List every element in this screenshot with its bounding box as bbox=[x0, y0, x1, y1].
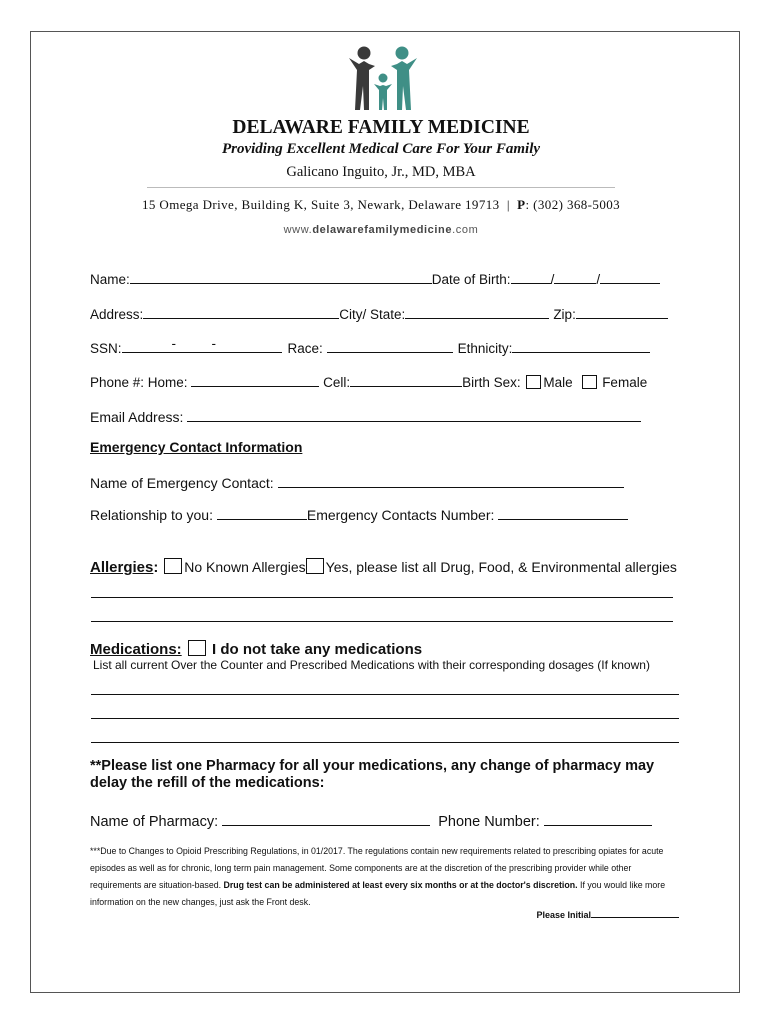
medications-heading: Medications: bbox=[90, 641, 182, 658]
email-label: Email Address: bbox=[90, 409, 184, 425]
cell-field[interactable] bbox=[350, 373, 462, 387]
web-prefix: www. bbox=[283, 224, 313, 236]
pharmacy-phone-label: Phone Number: bbox=[438, 814, 540, 830]
initial-field[interactable] bbox=[591, 908, 679, 918]
pharmacy-notice: **Please list one Pharmacy for all your medications, any change of pharmacy may delay the refill of the medications: bbox=[90, 758, 655, 791]
clinic-tagline: Providing Excellent Medical Care For Your Family bbox=[221, 141, 541, 157]
no-medications-label: I do not take any medications bbox=[212, 641, 423, 658]
address-text: 15 Omega Drive, Building K, Suite 3, Newark, Delaware 19713 bbox=[141, 197, 500, 212]
emergency-number-label: Emergency Contacts Number: bbox=[306, 507, 495, 523]
family-logo-icon bbox=[347, 44, 419, 114]
footnote-bold: Drug test can be administered at least every six months or at the doctor's discretion. bbox=[223, 880, 578, 890]
male-label: Male bbox=[543, 375, 573, 390]
clinic-address bbox=[31, 197, 731, 213]
race-label: Race: bbox=[287, 341, 323, 356]
header-divider bbox=[147, 187, 615, 188]
website-link[interactable] bbox=[31, 224, 731, 236]
phone-row bbox=[90, 373, 647, 390]
birth-sex-label: Birth Sex: bbox=[462, 375, 521, 390]
address-separator: | bbox=[503, 197, 514, 212]
female-label: Female bbox=[602, 375, 648, 390]
yes-allergies-checkbox[interactable] bbox=[306, 558, 324, 574]
ethnicity-label: Ethnicity: bbox=[457, 341, 513, 356]
ssn-dash-1: - bbox=[171, 336, 177, 351]
medications-line-2[interactable] bbox=[91, 718, 679, 719]
dob-slash-1: / bbox=[550, 272, 555, 287]
medications-line-3[interactable] bbox=[91, 742, 679, 743]
web-domain: delawarefamilymedicine bbox=[312, 224, 453, 236]
web-suffix: .com bbox=[452, 224, 479, 236]
emergency-name-field[interactable] bbox=[278, 474, 624, 488]
name-label: Name: bbox=[90, 272, 130, 287]
email-row bbox=[90, 408, 641, 425]
ssn-label: SSN: bbox=[90, 341, 122, 356]
doctor-name: Galicano Inguito, Jr., MD, MBA bbox=[286, 164, 476, 180]
zip-label: Zip: bbox=[553, 307, 576, 322]
city-state-label: City/ State: bbox=[339, 307, 406, 322]
name-field[interactable] bbox=[130, 270, 432, 284]
dob-slash-2: / bbox=[596, 272, 601, 287]
relationship-label: Relationship to you: bbox=[90, 507, 213, 523]
city-state-field[interactable] bbox=[405, 305, 549, 319]
emergency-name-row bbox=[90, 474, 624, 491]
dob-year-field[interactable] bbox=[600, 270, 660, 284]
allergies-row bbox=[90, 558, 677, 576]
initial-row bbox=[536, 908, 679, 920]
ssn-dash-2: - bbox=[211, 336, 217, 351]
footnote-text-1: ***Due to Changes to Opioid Prescribing Regulations, in 01/2017. The regulations contain new requirements related to prescribing opiates for acute episodes as well as for chronic, long term pain management. Some components are at the discretion of the prescribing provider while other requirements are situation-based. bbox=[90, 846, 664, 890]
emergency-number-field[interactable] bbox=[498, 506, 628, 520]
dob-month-field[interactable] bbox=[511, 270, 551, 284]
medications-line-1[interactable] bbox=[91, 694, 679, 695]
ssn-row bbox=[90, 336, 650, 356]
no-known-allergies-checkbox[interactable] bbox=[164, 558, 182, 574]
email-field[interactable] bbox=[187, 408, 641, 422]
address-label: Address: bbox=[90, 307, 144, 322]
emergency-heading: Emergency Contact Information bbox=[90, 439, 303, 455]
allergies-line-2[interactable] bbox=[91, 621, 673, 622]
pharmacy-name-field[interactable] bbox=[222, 812, 430, 826]
female-checkbox[interactable] bbox=[582, 375, 597, 389]
zip-field[interactable] bbox=[576, 305, 668, 319]
clinic-phone: : (302) 368-5003 bbox=[525, 197, 621, 212]
pharmacy-phone-field[interactable] bbox=[544, 812, 652, 826]
dob-day-field[interactable] bbox=[554, 270, 596, 284]
race-field[interactable] bbox=[327, 339, 453, 353]
pharmacy-name-label: Name of Pharmacy: bbox=[90, 814, 219, 830]
no-known-allergies-label: No Known Allergies bbox=[184, 559, 306, 575]
medications-instructions: List all current Over the Counter and Prescribed Medications with their corresponding dosages (If known) bbox=[93, 658, 650, 672]
relationship-field[interactable] bbox=[217, 506, 307, 520]
address-row bbox=[90, 305, 668, 322]
opioid-footnote bbox=[90, 843, 684, 911]
initial-label: Please Initial bbox=[536, 910, 591, 920]
address-field[interactable] bbox=[143, 305, 339, 319]
dob-label: Date of Birth: bbox=[431, 272, 511, 287]
male-checkbox[interactable] bbox=[526, 375, 541, 389]
no-medications-checkbox[interactable] bbox=[188, 640, 206, 656]
allergies-heading: Allergies: bbox=[90, 559, 159, 576]
allergies-line-1[interactable] bbox=[91, 597, 673, 598]
intake-form-page bbox=[30, 31, 740, 993]
emergency-name-label: Name of Emergency Contact: bbox=[90, 475, 274, 491]
ethnicity-field[interactable] bbox=[512, 339, 650, 353]
cell-label: Cell: bbox=[323, 375, 351, 390]
footnote-text-2: If you would like more information on the new changes, just ask the Front desk. bbox=[90, 880, 666, 907]
allergies-heading-text: Allergies bbox=[90, 559, 154, 576]
clinic-name: DELAWARE FAMILY MEDICINE bbox=[232, 117, 530, 138]
ssn-field[interactable] bbox=[122, 336, 282, 353]
medications-row bbox=[90, 640, 422, 658]
phone-home-label: Phone #: Home: bbox=[90, 375, 188, 390]
emergency-relationship-row bbox=[90, 506, 628, 523]
phone-home-field[interactable] bbox=[191, 373, 319, 387]
name-row bbox=[90, 270, 660, 287]
phone-label: P bbox=[517, 197, 526, 212]
pharmacy-row bbox=[90, 812, 652, 830]
yes-allergies-label: Yes, please list all Drug, Food, & Environmental allergies bbox=[325, 559, 677, 575]
